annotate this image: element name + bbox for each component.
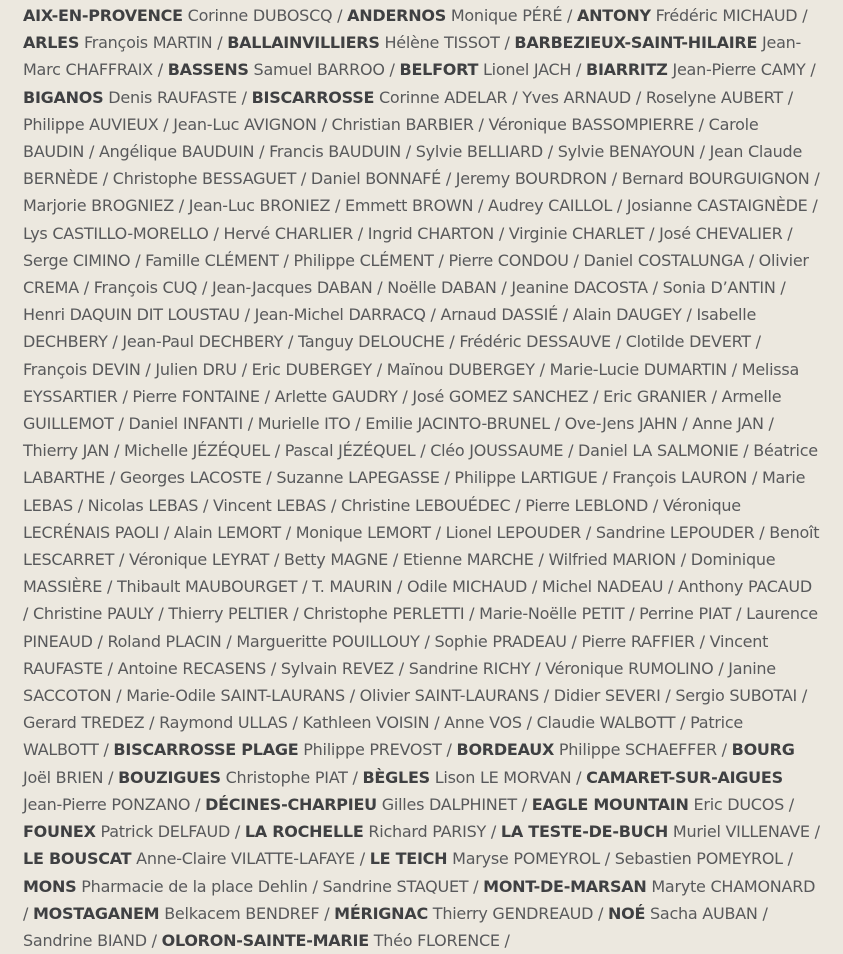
person-name: Roland PLACIN — [107, 631, 222, 651]
city-name: BÈGLES — [362, 767, 430, 787]
person-name: François DEVIN — [23, 359, 141, 379]
person-name: Jeanine DACOSTA — [511, 278, 648, 298]
person-name: Francis BAUDUIN — [269, 142, 401, 162]
person-name: Véronique LEYRAT — [128, 550, 270, 570]
person-name: Marjorie BROGNIEZ — [23, 196, 174, 216]
city-entry: CAMARET-SUR-AIGUES Jean-Pierre PONZANO / — [23, 767, 783, 814]
city-name: MOSTAGANEM — [32, 903, 160, 923]
city-name: CAMARET-SUR-AIGUES — [586, 767, 783, 787]
person-name: Monique LEMORT — [295, 522, 431, 542]
person-name: Josianne CASTAIGNÈDE — [626, 196, 808, 216]
person-name: Janine SACCOTON — [23, 658, 776, 706]
city-entry: BISCARROSSE Corinne ADELAR / Yves ARNAUD / Roselyne AUBERT / Philippe AUVIEUX / Jean-Luc AVIGNON / Christian BARBIER / Véronique BASSOMPIERRE / Carole BAUDIN / Angélique BAUDUIN / Francis BAUDUIN / Sylvie BELLIARD / Sylvie BENAYOUN / Jean Claude BERNÈDE / Christophe BESSAGUET / Daniel BONNAFÉ / Jeremy BOURDRON / Bernard BOURGUIGNON / Marjorie BROGNIEZ / Jean-Luc BRONIEZ / Emmett BROWN / Audrey CAILLOL / Josianne CASTAIGNÈDE / Lys CASTILLO-MORELLO / Hervé CHARLIER / Ingrid CHARTON / Virginie CHARLET / José CHEVALIER / Serge CIMINO / Famille CLÉMENT / Philippe CLÉMENT / Pierre CONDOU / Daniel COSTALUNGA / Olivier CREMA / François CUQ / Jean-Jacques DABAN / Noëlle DABAN / Jeanine DACOSTA / Sonia D’ANTIN / Henri DAQUIN DIT LOUSTAU / Jean-Michel DARRACQ / Arnaud DASSIÉ / Alain DAUGEY / Isabelle DECHBERY / Jean-Paul DECHBERY / Tanguy DELOUCHE / Frédéric DESSAUVE / Clotilde DEVERT / François DEVIN / Julien DRU / Eric DUBERGEY / Maïnou DUBERGEY / Marie-Lucie DUMARTIN / Melissa EYSSARTIER / Pierre FONTAINE / Arlette GAUDRY / José GOMEZ SANCHEZ / Eric GRANIER / Armelle GUILLEMOT / Daniel INFANTI / Murielle ITO / Emilie JACINTO-BRUNEL / Ove-Jens JAHN / Anne JAN / Thierry JAN / Michelle JÉZÉQUEL / Pascal JÉZÉQUEL / Cléo JOUSSAUME / Daniel LA SALMONIE / Béatrice LABARTHE / Georges LACOSTE / Suzanne LAPEGASSE / Philippe LARTIGUE / François LAURON / Marie LEBAS / Nicolas LEBAS / Vincent LEBAS / Christine LEBOUÉDEC / Pierre LEBLOND / Véronique LECRÉNAIS PAOLI / Alain LEMORT / Monique LEMORT / Lionel LEPOUDER / Sandrine LEPOUDER / Benoît LESCARRET / Véronique LEYRAT / Betty MAGNE / Etienne MARCHE / Wilfried MARION / Dominique MASSIÈRE / Thibault MAUBOURGET / T. MAURIN / Odile MICHAUD / Michel NADEAU / Anthony PACAUD / Christine PAULY / Thierry PELTIER / Christophe PERLETTI / Marie-Noëlle PETIT / Perrine PIAT / Laurence PINEAUD / Roland PLACIN / Margueritte POUILLOUY / Sophie PRADEAU / Pierre RAFFIER / Vincent RAUFASTE / Antoine RECASENS / Sylvain REVEZ / Sandrine RICHY / Véronique RUMOLINO / Janine SACCOTON / Marie-Odile SAINT-LAURANS / Olivier SAINT-LAURANS / Didier SEVERI / Sergio SUBOTAI / Gerard TREDEZ / Raymond ULLAS / Kathleen VOISIN / Anne VOS / Claudie WALBOTT / Patrice WALBOTT / — [23, 87, 820, 760]
person-name: Frédéric MICHAUD — [655, 6, 798, 25]
person-name: Sonia D’ANTIN — [662, 278, 776, 298]
person-name: Etienne MARCHE — [402, 550, 534, 570]
city-entry: BASSENS Samuel BARROO / — [167, 60, 400, 80]
city-entry: BOUZIGUES Christophe PIAT / — [118, 767, 363, 787]
person-name: T. MAURIN — [312, 577, 393, 597]
person-name: Henri DAQUIN DIT LOUSTAU — [23, 305, 240, 325]
person-name: Dominique MASSIÈRE — [23, 550, 776, 597]
person-name: Philippe LARTIGUE — [454, 468, 598, 488]
city-name: OLORON-SAINTE-MARIE — [161, 930, 369, 950]
person-name: Denis RAUFASTE — [108, 87, 237, 107]
city-entry: EAGLE MOUNTAIN Eric DUCOS / — [531, 794, 794, 814]
city-name: BOURG — [731, 740, 795, 760]
person-name: Philippe PREVOST — [303, 740, 442, 760]
city-name: LA TESTE-DE-BUCH — [500, 822, 669, 842]
city-name: LE BOUSCAT — [23, 849, 132, 869]
person-name: Clotilde DEVERT — [625, 332, 751, 352]
person-name: Jean-Michel DARRACQ — [254, 305, 426, 325]
city-entry: BÈGLES Lison LE MORVAN / — [362, 767, 587, 787]
person-name: Corinne DUBOSCQ — [187, 6, 333, 25]
person-name: Daniel BONNAFÉ — [310, 169, 441, 189]
person-name: Patrick DELFAUD — [100, 822, 231, 842]
person-name: Philippe CLÉMENT — [293, 250, 434, 270]
person-name: Sylvie BELLIARD — [415, 142, 543, 162]
city-name: BISCARROSSE PLAGE — [113, 740, 299, 760]
city-name: ARLES — [23, 33, 80, 53]
person-name: Pierre FONTAINE — [132, 386, 260, 406]
person-name: Ingrid CHARTON — [367, 223, 494, 243]
person-name: Eric DUBERGEY — [251, 359, 372, 379]
person-name: Julien DRU — [155, 359, 237, 379]
person-name: Anne VOS — [444, 713, 522, 733]
person-name: Muriel VILLENAVE — [672, 822, 810, 842]
person-name: Murielle ITO — [257, 414, 351, 434]
person-name: Christine LEBOUÉDEC — [341, 495, 511, 515]
person-name: Roselyne AUBERT — [645, 87, 783, 107]
person-name: Sebastien POMEYROL — [614, 849, 783, 869]
person-name: Sandrine LEPOUDER — [595, 522, 755, 542]
person-name: Sergio SUBOTAI — [675, 686, 797, 706]
person-name: Georges LACOSTE — [119, 468, 262, 488]
city-entry: OLORON-SAINTE-MARIE Théo FLORENCE / — [161, 930, 510, 950]
person-name: Thierry PELTIER — [168, 604, 289, 624]
city-name: BORDEAUX — [456, 740, 555, 760]
city-entry: MONT-DE-MARSAN Maryte CHAMONARD / — [23, 876, 816, 923]
person-name: Thibault MAUBOURGET — [116, 577, 298, 597]
person-name: Philippe SCHAEFFER — [558, 740, 717, 760]
city-entry: LE TEICH Maryse POMEYROL / Sebastien POMEYROL / — [369, 849, 793, 869]
person-name: José GOMEZ SANCHEZ — [412, 386, 589, 406]
city-entry: AIX-EN-PROVENCE Corinne DUBOSCQ / — [23, 6, 348, 25]
person-name: Sacha AUBAN — [650, 903, 758, 923]
city-name: EAGLE MOUNTAIN — [531, 794, 689, 814]
person-name: Suzanne LAPEGASSE — [276, 468, 440, 488]
city-entry: LA TESTE-DE-BUCH Muriel VILLENAVE / — [500, 822, 820, 842]
city-name: NOÉ — [608, 903, 646, 923]
person-name: Emilie JACINTO-BRUNEL — [365, 414, 550, 434]
person-name: Sandrine RICHY — [408, 658, 531, 678]
city-name: LE TEICH — [369, 849, 448, 869]
city-name: BIARRITZ — [586, 60, 668, 80]
person-name: José CHEVALIER — [659, 223, 783, 243]
city-name: FOUNEX — [23, 822, 96, 842]
person-name: Arnaud DASSIÉ — [440, 305, 558, 325]
city-name: DÉCINES-CHARPIEU — [205, 794, 377, 814]
city-name: BARBEZIEUX-SAINT-HILAIRE — [514, 33, 758, 53]
person-name: Monique PÉRÉ — [450, 6, 563, 25]
city-entry: BORDEAUX Philippe SCHAEFFER / — [456, 740, 732, 760]
person-name: Ove-Jens JAHN — [564, 414, 678, 434]
person-name: Claudie WALBOTT — [536, 713, 676, 733]
person-name: Serge CIMINO — [23, 250, 131, 270]
city-name: BASSENS — [167, 60, 249, 80]
person-name: Lionel LEPOUDER — [445, 522, 582, 542]
city-name: BALLAINVILLIERS — [227, 33, 380, 53]
person-name: Richard PARISY — [368, 822, 487, 842]
city-name: BISCARROSSE — [251, 87, 375, 107]
person-name: Anne-Claire VILATTE-LAFAYE — [136, 849, 355, 869]
city-entry: LE BOUSCAT Anne-Claire VILATTE-LAFAYE / — [23, 849, 370, 869]
person-name: Alain LEMORT — [173, 522, 281, 542]
person-name: Thierry GENDREAUD — [432, 903, 594, 923]
person-name: Daniel COSTALUNGA — [583, 250, 744, 270]
person-name: Christine PAULY — [32, 604, 154, 624]
person-name: François CUQ — [93, 278, 198, 298]
person-name: Angélique BAUDUIN — [98, 142, 255, 162]
person-name: Vincent LEBAS — [213, 495, 327, 515]
person-name: Jean-Luc AVIGNON — [173, 114, 317, 134]
person-name: Sylvie BENAYOUN — [557, 142, 695, 162]
person-name: Véronique RUMOLINO — [545, 658, 714, 678]
person-name: Lionel JACH — [482, 60, 572, 80]
city-name: BIGANOS — [23, 87, 104, 107]
person-name: Lison LE MORVAN — [434, 767, 572, 787]
city-name: MONT-DE-MARSAN — [483, 876, 647, 896]
city-entry: MONS Pharmacie de la place Dehlin / Sandrine STAQUET / — [23, 876, 484, 896]
city-name: LA ROCHELLE — [244, 822, 364, 842]
city-entry: BIARRITZ Jean-Pierre CAMY / — [586, 60, 816, 80]
person-name: Nicolas LEBAS — [87, 495, 199, 515]
person-name: Corinne ADELAR — [379, 87, 508, 107]
person-name: Pascal JÉZÉQUEL — [284, 441, 416, 461]
city-entry: FOUNEX Patrick DELFAUD / — [23, 822, 245, 842]
person-name: Maryse POMEYROL — [452, 849, 600, 869]
person-name: Daniel LA SALMONIE — [578, 441, 739, 461]
person-name: Eric DUCOS — [693, 794, 784, 814]
city-name: AIX-EN-PROVENCE — [23, 6, 183, 25]
person-name: Sandrine STAQUET — [322, 876, 469, 896]
person-name: Jean-Pierre CAMY — [672, 60, 806, 80]
city-entry: LA ROCHELLE Richard PARISY / — [244, 822, 501, 842]
person-name: Jean-Jacques DABAN — [212, 278, 373, 298]
person-name: Virginie CHARLET — [508, 223, 645, 243]
city-name: BOUZIGUES — [118, 767, 221, 787]
person-name: Famille CLÉMENT — [145, 250, 279, 270]
city-name: ANDERNOS — [347, 6, 446, 25]
person-name: Christophe PERLETTI — [303, 604, 465, 624]
person-name: Jean-Pierre PONZANO — [23, 794, 191, 814]
person-name: Emmett BROWN — [344, 196, 474, 216]
city-entry: BOURG Joël BRIEN / — [23, 740, 795, 787]
city-entry: DÉCINES-CHARPIEU Gilles DALPHINET / — [205, 794, 532, 814]
person-name: Armelle GUILLEMOT — [23, 386, 782, 434]
person-name: Maryte CHAMONARD — [651, 876, 816, 896]
city-name: ANTONY — [577, 6, 651, 25]
person-name: Hervé CHARLIER — [223, 223, 353, 243]
city-entry: MOSTAGANEM Belkacem BENDREF / — [32, 903, 335, 923]
person-name: Vincent RAUFASTE — [23, 631, 769, 678]
person-name: Yves ARNAUD — [522, 87, 631, 107]
person-name: Thierry JAN — [23, 441, 110, 461]
person-name: Antoine RECASENS — [117, 658, 267, 678]
city-name: BELFORT — [399, 60, 479, 80]
person-name: Tanguy DELOUCHE — [298, 332, 445, 352]
city-name: MONS — [23, 876, 77, 896]
person-name: Odile MICHAUD — [407, 577, 528, 597]
person-name: Marie-Odile SAINT-LAURANS — [126, 686, 345, 706]
city-entry: BISCARROSSE PLAGE Philippe PREVOST / — [113, 740, 457, 760]
person-name: Didier SEVERI — [553, 686, 661, 706]
city-name: MÉRIGNAC — [334, 903, 428, 923]
person-name: Audrey CAILLOL — [488, 196, 612, 216]
person-name: François MARTIN — [83, 33, 213, 53]
city-entry: BIGANOS Denis RAUFASTE / — [23, 87, 252, 107]
person-name: Anthony PACAUD — [677, 577, 812, 597]
person-name: Perrine PIAT — [639, 604, 732, 624]
city-entry: ANTONY Frédéric MICHAUD / — [577, 6, 808, 25]
person-name: Sophie PRADEAU — [434, 631, 567, 651]
person-name: Kathleen VOISIN — [302, 713, 430, 733]
person-name: Isabelle DECHBERY — [23, 305, 757, 352]
person-name: Laurence PINEAUD — [23, 604, 818, 651]
person-name: Benoît LESCARRET — [23, 522, 820, 570]
person-name: Pierre LEBLOND — [525, 495, 649, 515]
person-name: Théo FLORENCE — [373, 930, 500, 950]
city-entry: BARBEZIEUX-SAINT-HILAIRE Jean-Marc CHAFFRAIX / — [23, 33, 802, 80]
person-name: Jean-Paul DECHBERY — [122, 332, 284, 352]
person-name: Jean Claude BERNÈDE — [23, 142, 803, 189]
person-name: Betty MAGNE — [283, 550, 389, 570]
person-name: Anne JAN — [692, 414, 764, 434]
city-entry: BALLAINVILLIERS Hélène TISSOT / — [227, 33, 515, 53]
person-name: Marie LEBAS — [23, 468, 806, 515]
person-name: Christophe BESSAGUET — [112, 169, 297, 189]
person-name: Michel NADEAU — [541, 577, 664, 597]
person-name: Carole BAUDIN — [23, 114, 759, 162]
person-name: Raymond ULLAS — [159, 713, 288, 733]
person-name: Patrice WALBOTT — [23, 713, 743, 760]
person-name: François LAURON — [612, 468, 748, 488]
person-name: Véronique LECRÉNAIS PAOLI — [23, 495, 741, 542]
city-entry: MÉRIGNAC Thierry GENDREAUD / — [334, 903, 608, 923]
person-name: Pharmacie de la place Dehlin — [81, 876, 308, 896]
person-name: Olivier CREMA — [23, 250, 809, 298]
person-name: Philippe AUVIEUX — [23, 114, 159, 134]
person-name: Eric GRANIER — [603, 386, 707, 406]
person-name: Noëlle DABAN — [387, 278, 497, 298]
city-entry: BELFORT Lionel JACH / — [399, 60, 586, 80]
person-name: Daniel INFANTI — [128, 414, 243, 434]
person-name: Pierre CONDOU — [448, 250, 569, 270]
person-name: Michelle JÉZÉQUEL — [124, 441, 270, 461]
person-name: Sandrine BIAND — [23, 930, 147, 950]
person-name: Christian BARBIER — [331, 114, 474, 134]
person-name: Lys CASTILLO-MORELLO — [23, 223, 209, 243]
person-name: Wilfried MARION — [548, 550, 676, 570]
person-name: Marie-Lucie DUMARTIN — [549, 359, 727, 379]
person-name: Arlette GAUDRY — [274, 386, 398, 406]
person-name: Samuel BARROO — [253, 60, 385, 80]
person-name: Frédéric DESSAUVE — [459, 332, 611, 352]
person-name: Jean-Luc BRONIEZ — [188, 196, 331, 216]
person-name: Margueritte POUILLOUY — [236, 631, 420, 651]
person-name: Olivier SAINT-LAURANS — [359, 686, 539, 706]
person-name: Maïnou DUBERGEY — [386, 359, 535, 379]
person-name: Belkacem BENDREF — [164, 903, 320, 923]
person-name: Gilles DALPHINET — [381, 794, 517, 814]
person-name: Joël BRIEN — [23, 767, 104, 787]
person-name: Bernard BOURGUIGNON — [621, 169, 810, 189]
person-name: Marie-Noëlle PETIT — [479, 604, 625, 624]
person-name: Pierre RAFFIER — [581, 631, 695, 651]
person-name: Béatrice LABARTHE — [23, 441, 818, 488]
person-name: Christophe PIAT — [225, 767, 348, 787]
person-name: Gerard TREDEZ — [23, 713, 145, 733]
city-entry: NOÉ Sacha AUBAN / Sandrine BIAND / — [23, 903, 768, 950]
person-name: Véronique BASSOMPIERRE — [488, 114, 694, 134]
person-name: Cléo JOUSSAUME — [430, 441, 564, 461]
city-entry: ARLES François MARTIN / — [23, 33, 228, 53]
person-name: Sylvain REVEZ — [280, 658, 394, 678]
person-name: Melissa EYSSARTIER — [23, 359, 800, 406]
person-name: Jeremy BOURDRON — [455, 169, 607, 189]
city-entry: ANDERNOS Monique PÉRÉ / — [347, 6, 578, 25]
person-name: Hélène TISSOT — [384, 33, 500, 53]
person-name: Alain DAUGEY — [572, 305, 682, 325]
person-name: Jean-Marc CHAFFRAIX — [23, 33, 802, 80]
